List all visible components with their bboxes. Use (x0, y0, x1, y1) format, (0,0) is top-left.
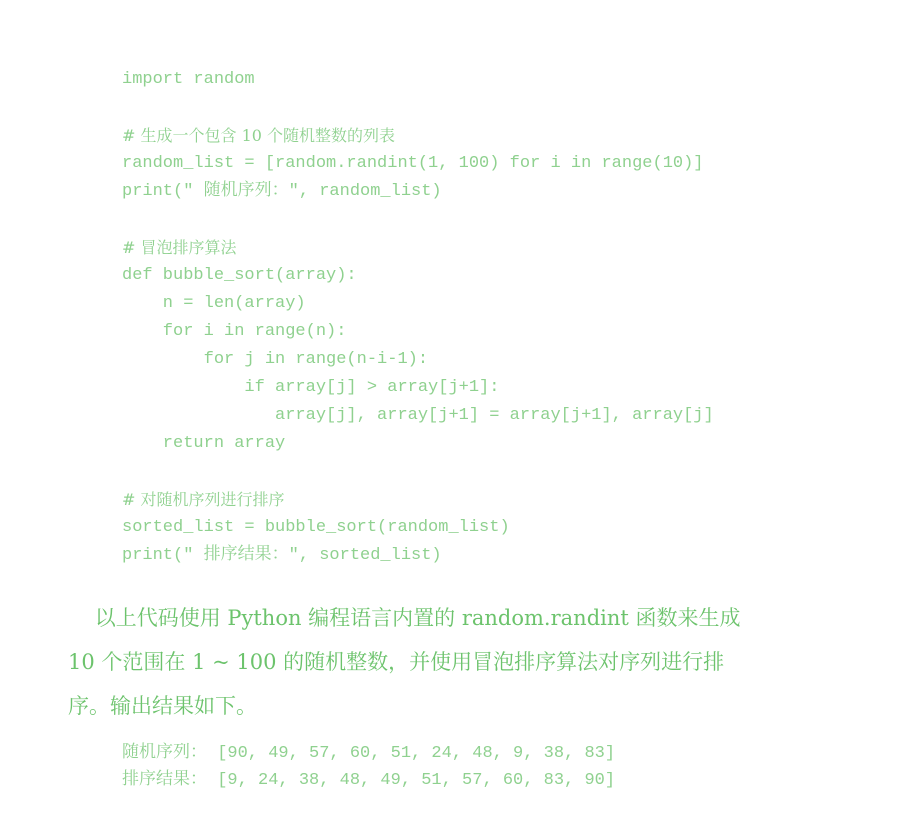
code-line: if array[j] > array[j+1]: (122, 378, 500, 397)
code-line: print(" 排序结果：", sorted_list) (122, 546, 442, 565)
code-line (122, 458, 714, 486)
python-code-block (122, 66, 714, 570)
code-line: for j in range(n-i-1): (122, 350, 429, 369)
paragraph-line: 序。输出结果如下。 (68, 694, 257, 718)
output-block (122, 740, 615, 794)
code-comment: # 生成一个包含 10 个随机整数的列表 (122, 126, 396, 145)
code-line: return array (122, 434, 286, 453)
code-line: sorted_list = bubble_sort(random_list) (122, 518, 510, 537)
output-line: 排序结果： [9, 24, 38, 48, 49, 51, 57, 60, 83, 90] (122, 771, 616, 790)
paragraph-line: 10 个范围在 1 ~ 100 的随机整数，并使用冒泡排序算法对序列进行排 (68, 650, 725, 674)
output-line: 随机序列： [90, 49, 57, 60, 51, 24, 48, 9, 38, 83] (122, 744, 616, 763)
paragraph-line: 以上代码使用 Python 编程语言内置的 random.randint 函数来生成 (68, 606, 741, 630)
code-line: import random (122, 70, 255, 89)
code-comment: # 冒泡排序算法 (122, 238, 237, 257)
code-line: def bubble_sort(array): (122, 266, 357, 285)
code-line (122, 94, 714, 122)
code-line: random_list = [random.randint(1, 100) for i in range(10)] (122, 154, 704, 173)
code-line (122, 206, 714, 234)
explanation-paragraph (68, 596, 848, 728)
code-line: n = len(array) (122, 294, 306, 313)
code-line: for i in range(n): (122, 322, 347, 341)
code-line: print(" 随机序列：", random_list) (122, 182, 442, 201)
code-comment: # 对随机序列进行排序 (122, 490, 285, 509)
code-line: array[j], array[j+1] = array[j+1], array[j] (122, 406, 714, 425)
